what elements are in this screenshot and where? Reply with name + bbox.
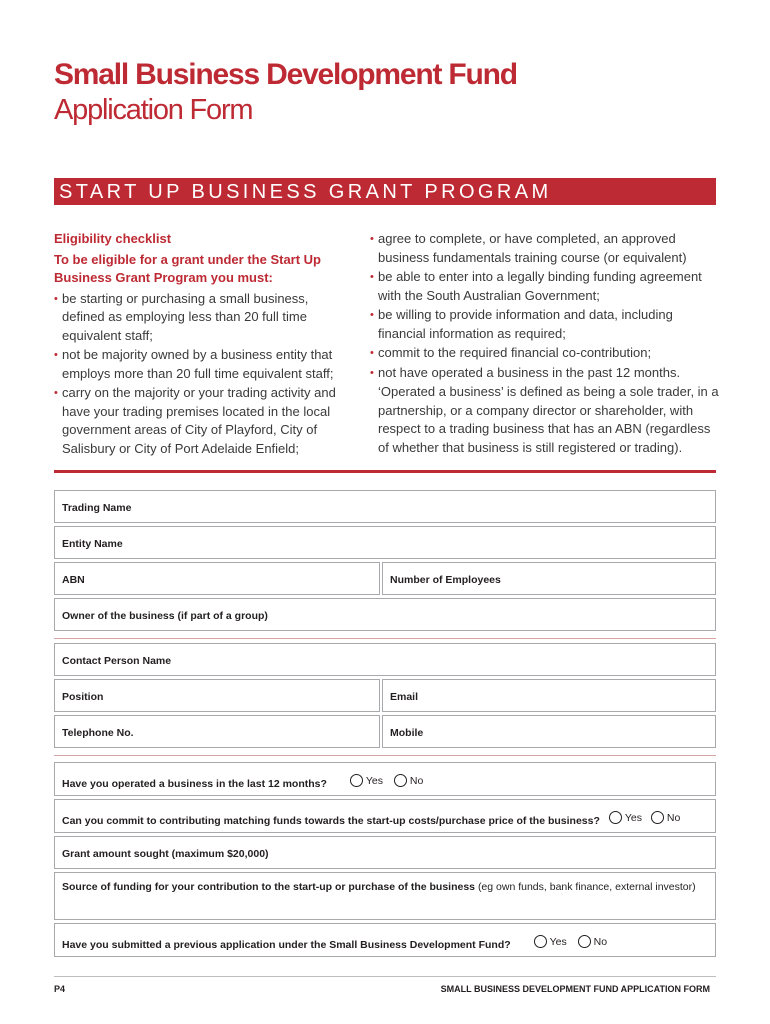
eligibility-left-column bbox=[54, 230, 354, 459]
commit-yes-radio[interactable]: Yes bbox=[609, 811, 642, 824]
radio-circle-icon bbox=[609, 811, 622, 824]
section-divider bbox=[54, 755, 716, 756]
operated-business-note: ‘Operated a business’ is defined as being a sole trader, in a partnership, or a company director or shareholder, with respect to a trading business that has an ABN (regardless of whether that business is still registered or trading). bbox=[378, 384, 719, 455]
source-funding-hint: (eg own funds, bank finance, external investor) bbox=[477, 881, 696, 893]
page-number: P4 bbox=[54, 984, 66, 994]
eligibility-item: • agree to complete, or have completed, an approved business fundamentals training course (or equivalent) bbox=[370, 230, 720, 267]
eligibility-item: • be willing to provide information and data, including financial information as required; bbox=[370, 306, 720, 343]
operated-no-radio[interactable]: No bbox=[394, 774, 423, 787]
contact-person-label: Contact Person Name bbox=[62, 655, 172, 667]
email-label: Email bbox=[390, 691, 419, 703]
radio-circle-icon bbox=[350, 774, 363, 787]
operated-business-label: Have you operated a business in the last 12 months? bbox=[62, 778, 327, 790]
radio-circle-icon bbox=[394, 774, 407, 787]
commit-no-radio[interactable]: No bbox=[651, 811, 680, 824]
eligibility-item: • not be majority owned by a business entity that employs more than 20 full time equivalent staff; bbox=[54, 346, 354, 383]
section-divider bbox=[54, 470, 716, 473]
owner-label: Owner of the business (if part of a group) bbox=[62, 610, 268, 622]
position-label: Position bbox=[62, 691, 104, 703]
abn-label: ABN bbox=[62, 574, 85, 586]
number-of-employees-label: Number of Employees bbox=[390, 574, 501, 586]
contact-person-field[interactable] bbox=[54, 643, 716, 676]
mobile-field[interactable] bbox=[382, 715, 716, 748]
telephone-label: Telephone No. bbox=[62, 727, 134, 739]
program-banner: START UP BUSINESS GRANT PROGRAM bbox=[54, 178, 716, 205]
previous-application-label: Have you submitted a previous application under the Small Business Development Fund? bbox=[62, 939, 511, 951]
entity-name-field[interactable] bbox=[54, 526, 716, 559]
position-field[interactable] bbox=[54, 679, 380, 712]
abn-field[interactable] bbox=[54, 562, 380, 595]
grant-amount-field[interactable] bbox=[54, 836, 716, 869]
eligibility-item: • not have operated a business in the past 12 months. bbox=[370, 364, 720, 383]
eligibility-item: • commit to the required financial co-contribution; bbox=[370, 344, 720, 363]
number-of-employees-field[interactable] bbox=[382, 562, 716, 595]
source-funding-label: Source of funding for your contribution to the start-up or purchase of the business bbox=[62, 881, 476, 893]
entity-name-label: Entity Name bbox=[62, 538, 123, 550]
eligibility-right-column bbox=[370, 230, 720, 457]
commit-funds-label: Can you commit to contributing matching funds towards the start-up costs/purchase price of the business? bbox=[62, 815, 600, 827]
radio-circle-icon bbox=[651, 811, 664, 824]
operated-yes-radio[interactable]: Yes bbox=[350, 774, 383, 787]
previous-application-question bbox=[54, 923, 716, 957]
operated-business-question bbox=[54, 762, 716, 796]
previous-yes-radio[interactable]: Yes bbox=[534, 935, 567, 948]
commit-funds-question bbox=[54, 799, 716, 833]
trading-name-field[interactable] bbox=[54, 490, 716, 523]
eligibility-item: • carry on the majority or your trading activity and have your trading premises located in the local government areas of City of Playford, City of Salisbury or City of Port Adelaide Enfield; bbox=[54, 384, 354, 458]
radio-circle-icon bbox=[578, 935, 591, 948]
eligibility-item: • be starting or purchasing a small business, defined as employing less than 20 full time equivalent staff; bbox=[54, 290, 354, 346]
form-title: Small Business Development Fund bbox=[54, 58, 517, 91]
footer-title: SMALL BUSINESS DEVELOPMENT FUND APPLICATION FORM bbox=[440, 984, 710, 994]
trading-name-label: Trading Name bbox=[62, 502, 132, 514]
eligibility-item: • be able to enter into a legally binding funding agreement with the South Australian Government; bbox=[370, 268, 720, 305]
source-funding-field[interactable] bbox=[54, 872, 716, 920]
telephone-field[interactable] bbox=[54, 715, 380, 748]
eligibility-intro: To be eligible for a grant under the Start Up Business Grant Program you must: bbox=[54, 251, 322, 285]
form-subtitle: Application Form bbox=[54, 94, 253, 126]
eligibility-title: Eligibility checklist bbox=[54, 231, 172, 246]
footer-divider bbox=[54, 976, 716, 977]
owner-field[interactable] bbox=[54, 598, 716, 631]
previous-no-radio[interactable]: No bbox=[578, 935, 607, 948]
grant-amount-label: Grant amount sought (maximum $20,000) bbox=[62, 848, 269, 860]
mobile-label: Mobile bbox=[390, 727, 424, 739]
section-divider bbox=[54, 638, 716, 639]
email-field[interactable] bbox=[382, 679, 716, 712]
radio-circle-icon bbox=[534, 935, 547, 948]
